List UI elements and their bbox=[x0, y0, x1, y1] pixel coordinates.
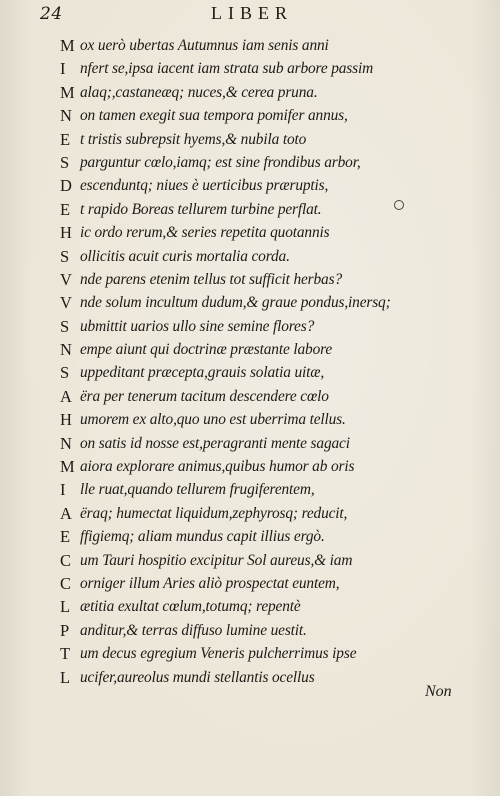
verse-line bbox=[60, 432, 485, 455]
verse-line bbox=[60, 315, 485, 338]
verse-line bbox=[60, 338, 485, 361]
verse-text: uppeditant præcepta,grauis solatia uitæ, bbox=[80, 364, 325, 382]
verse-initial: I bbox=[60, 59, 66, 79]
verse-block bbox=[60, 34, 485, 689]
verse-text: ëra per tenerum tacitum descendere cœlo bbox=[80, 387, 329, 405]
verse-initial: E bbox=[60, 199, 71, 219]
verse-initial: E bbox=[60, 527, 71, 547]
verse-line bbox=[60, 642, 485, 665]
verse-initial: V bbox=[60, 293, 72, 313]
verse-initial: P bbox=[60, 620, 70, 640]
verse-text: ox uerò ubertas Autumnus iam senis anni bbox=[80, 37, 329, 54]
verse-initial: A bbox=[60, 386, 72, 406]
verse-line bbox=[60, 502, 485, 525]
verse-initial: A bbox=[60, 503, 72, 523]
verse-initial: D bbox=[60, 176, 72, 196]
verse-line bbox=[60, 268, 485, 291]
verse-text: ëraq; humectat liquidum,zephyrosq; reducit, bbox=[80, 504, 348, 522]
verse-text: escenduntq; niues è uerticibus præruptis, bbox=[80, 177, 329, 195]
verse-text: orniger illum Aries aliò prospectat euntem, bbox=[80, 574, 340, 592]
verse-line bbox=[60, 221, 485, 244]
verse-initial: N bbox=[60, 433, 72, 453]
verse-line bbox=[60, 361, 485, 384]
verse-initial: M bbox=[60, 36, 75, 55]
verse-line bbox=[60, 291, 485, 314]
verse-initial: S bbox=[60, 152, 70, 172]
verse-text: empe aiunt qui doctrinæ præstante labore bbox=[80, 341, 333, 359]
verse-text: t rapido Boreas tellurem turbine perflat. bbox=[80, 200, 322, 218]
verse-initial: V bbox=[60, 269, 72, 289]
verse-line bbox=[60, 478, 485, 501]
verse-line bbox=[60, 198, 485, 221]
verse-text: nde parens etenim tellus tot sufficit herbas? bbox=[80, 270, 342, 288]
verse-initial: M bbox=[60, 457, 75, 477]
verse-line bbox=[60, 408, 485, 431]
verse-initial: S bbox=[60, 363, 70, 383]
catchword: Non bbox=[425, 683, 452, 700]
circle-ornament-icon bbox=[394, 200, 404, 210]
verse-line bbox=[60, 81, 485, 104]
verse-line bbox=[60, 595, 485, 618]
verse-line bbox=[60, 128, 485, 151]
running-title: LIBER bbox=[211, 3, 293, 23]
verse-text: umorem ex alto,quo uno est uberrima tellus. bbox=[80, 411, 346, 429]
verse-line bbox=[60, 57, 485, 80]
verse-line bbox=[60, 666, 485, 689]
page-number: 24 bbox=[40, 4, 63, 24]
verse-line bbox=[60, 151, 485, 174]
verse-line bbox=[60, 572, 485, 595]
verse-text: anditur,& terras diffuso lumine uestit. bbox=[80, 621, 307, 639]
verse-text: um Tauri hospitio excipitur Sol aureus,& iam bbox=[80, 551, 353, 569]
verse-line bbox=[60, 174, 485, 197]
verse-text: on satis id nosse est,peragranti mente sagaci bbox=[80, 434, 350, 452]
verse-text: um decus egregium Veneris pulcherrimus ipse bbox=[80, 645, 357, 663]
verse-initial: E bbox=[60, 129, 71, 149]
verse-text: aiora explorare animus,quibus humor ab oris bbox=[80, 458, 355, 476]
verse-line bbox=[60, 525, 485, 548]
verse-line bbox=[60, 104, 485, 127]
verse-text: ic ordo rerum,& series repetita quotannis bbox=[80, 224, 330, 242]
verse-line bbox=[60, 619, 485, 642]
verse-text: ubmittit uarios ullo sine semine flores? bbox=[80, 317, 315, 335]
verse-initial: L bbox=[60, 667, 71, 687]
verse-initial: C bbox=[60, 573, 72, 593]
verse-line bbox=[60, 385, 485, 408]
verse-initial: H bbox=[60, 223, 72, 243]
verse-text: on tamen exegit sua tempora pomifer annus, bbox=[80, 107, 348, 125]
verse-text: ætitia exultat cœlum,totumq; repentè bbox=[80, 598, 301, 616]
verse-initial: C bbox=[60, 550, 72, 570]
verse-text: parguntur cœlo,iamq; est sine frondibus arbor, bbox=[80, 153, 361, 171]
verse-text: lle ruat,quando tellurem frugiferentem, bbox=[80, 481, 315, 499]
verse-initial: L bbox=[60, 597, 71, 617]
verse-text: nde solum incultum dudum,& graue pondus,inersq; bbox=[80, 294, 391, 312]
verse-initial: S bbox=[60, 246, 70, 266]
verse-text: alaq;,castaneæq; nuces,& cerea pruna. bbox=[80, 83, 318, 101]
verse-text: ucifer,aureolus mundi stellantis ocellus bbox=[80, 668, 315, 686]
verse-line bbox=[60, 245, 485, 268]
verse-text: t tristis subrepsit hyems,& nubila toto bbox=[80, 130, 307, 148]
verse-initial: H bbox=[60, 410, 72, 430]
verse-text: ffigiemq; aliam mundus capit illius ergò. bbox=[80, 528, 325, 546]
verse-initial: I bbox=[60, 480, 66, 500]
verse-line bbox=[60, 34, 485, 57]
verse-line bbox=[60, 455, 485, 478]
verse-text: nfert se,ipsa iacent iam strata sub arbore passim bbox=[80, 60, 374, 78]
verse-initial: N bbox=[60, 106, 72, 126]
verse-initial: N bbox=[60, 340, 72, 360]
verse-initial: M bbox=[60, 82, 75, 102]
verse-text: ollicitis acuit curis mortalia corda. bbox=[80, 247, 290, 265]
verse-line bbox=[60, 549, 485, 572]
verse-initial: T bbox=[60, 644, 71, 664]
verse-initial: S bbox=[60, 316, 70, 336]
